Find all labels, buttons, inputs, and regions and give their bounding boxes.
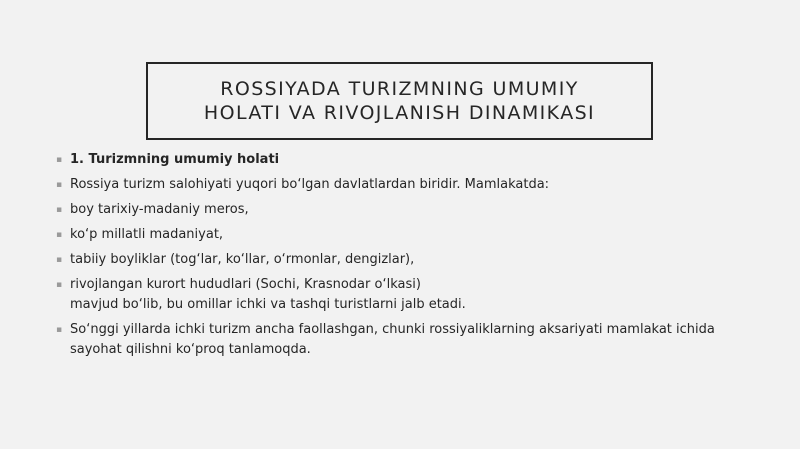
bullet-item: [56, 225, 776, 245]
bullet-item: [56, 320, 776, 360]
slide-content: [56, 150, 776, 365]
bullet-text: boy tarixiy-madaniy meros,: [70, 202, 249, 217]
bullet-text: So‘nggi yillarda ichki turizm ancha faollashgan, chunki rossiyaliklarning aksariyati mamlakat ichida sayohat qilishni ko‘proq tanlamoqda.: [70, 322, 715, 357]
bullet-text: tabiiy boyliklar (tog‘lar, ko‘llar, o‘rmonlar, dengizlar),: [70, 252, 415, 267]
bullet-square-icon: ▪: [56, 325, 63, 335]
bullet-text: Rossiya turizm salohiyati yuqori bo‘lgan davlatlardan biridir. Mamlakatda:: [70, 177, 550, 192]
bullet-item: [56, 250, 776, 270]
bullet-text: ko‘p millatli madaniyat,: [70, 227, 224, 242]
bullet-square-icon: ▪: [56, 155, 63, 165]
bullet-item-heading: [56, 150, 776, 170]
bullet-item: [56, 200, 776, 220]
bullet-square-icon: ▪: [56, 255, 63, 265]
bullet-item: [56, 175, 776, 195]
bullet-square-icon: ▪: [56, 280, 63, 290]
bullet-square-icon: ▪: [56, 230, 63, 240]
bullet-text: 1. Turizmning umumiy holati: [70, 152, 280, 167]
bullet-text: rivojlangan kurort hududlari (Sochi, Krasnodar o‘lkasi) mavjud bo‘lib, bu omillar ichki va tashqi turistlarni jalb etadi.: [70, 277, 466, 312]
bullet-item: [56, 275, 776, 315]
title-box: [146, 62, 653, 140]
slide-title: ROSSIYADA TURIZMNING UMUMIY HOLATI VA RIVOJLANISH DINAMIKASI: [203, 78, 596, 124]
bullet-square-icon: ▪: [56, 205, 63, 215]
bullet-square-icon: ▪: [56, 180, 63, 190]
bullet-list: [56, 150, 776, 360]
